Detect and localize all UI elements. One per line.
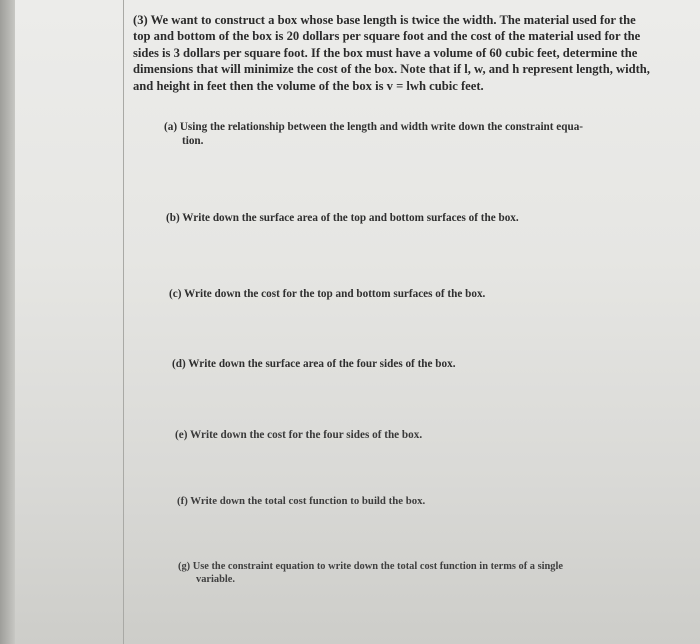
problem-statement: (3) We want to construct a box whose base length is twice the width. The material used for the top and bottom of the box is 20 dollars per square foot and the cost of the material used for the sides is 3 dollars per square foot. If the box must have a volume of 60 cubic feet, determine the dimensions that will minimize the cost of the box. Note that if l, w, and h represent length, width, and height in feet then the volume of the box is v = lwh cubic feet. — [133, 13, 650, 93]
margin-rule — [123, 0, 124, 644]
part-g-line2: variable. — [196, 574, 235, 585]
part-f: (f) Write down the total cost function to build the box. — [177, 495, 426, 507]
part-g-line1: (g) Use the constraint equation to write down the total cost function in terms of a single — [178, 561, 563, 572]
part-e: (e) Write down the cost for the four sides of the box. — [175, 429, 423, 441]
part-a — [164, 120, 649, 148]
part-a-line2: tion. — [182, 135, 204, 147]
page-edge-shadow — [0, 0, 15, 644]
part-b: (b) Write down the surface area of the top and bottom surfaces of the box. — [166, 212, 519, 224]
part-d: (d) Write down the surface area of the four sides of the box. — [172, 358, 456, 370]
part-a-line1: (a) Using the relationship between the length and width write down the constraint equa- — [164, 121, 584, 133]
part-c: (c) Write down the cost for the top and bottom surfaces of the box. — [169, 288, 486, 300]
part-g — [178, 560, 618, 586]
